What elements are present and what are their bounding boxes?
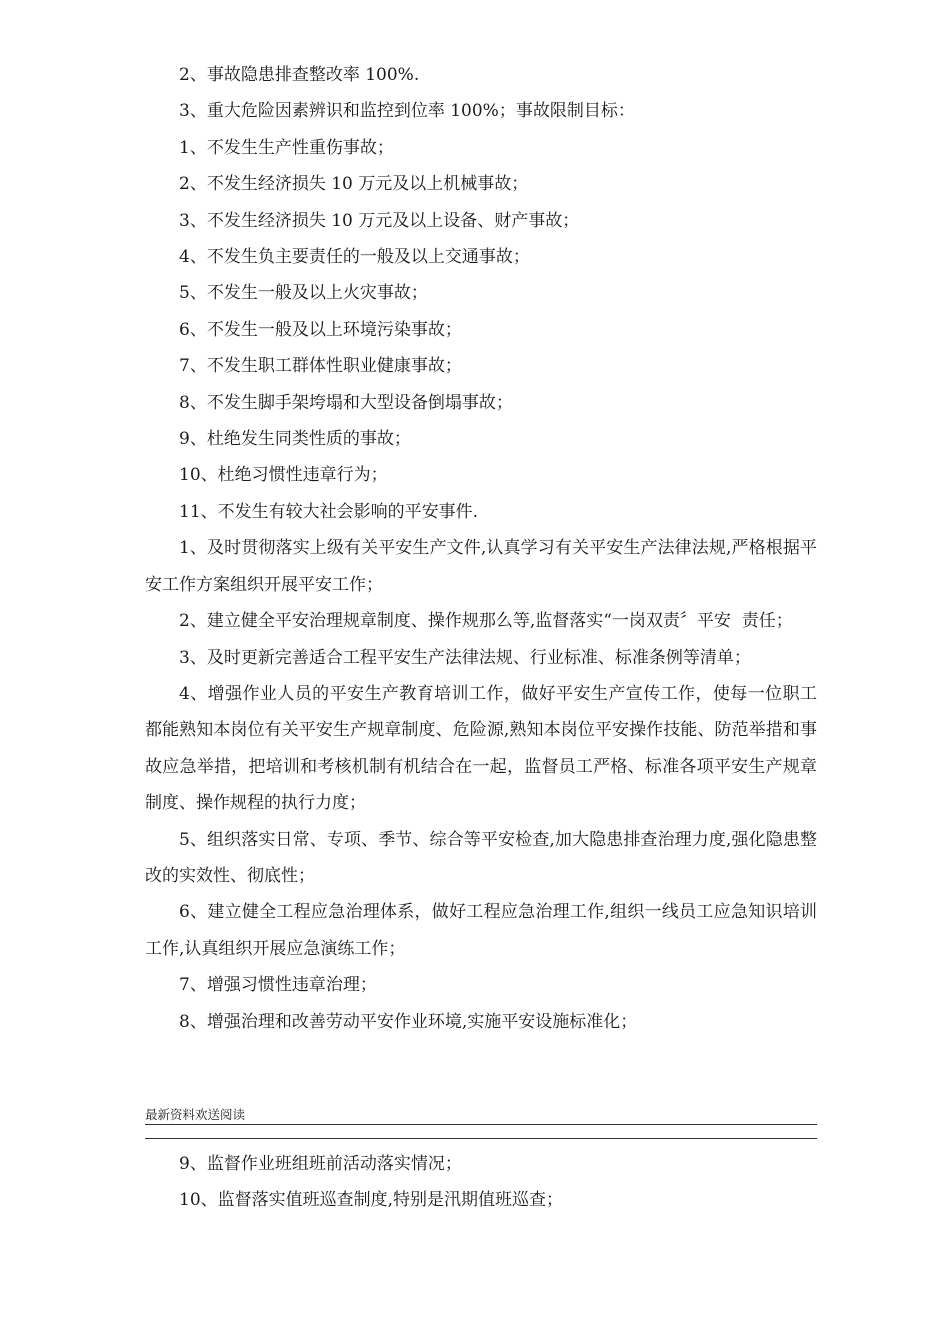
paragraph: 11、不发生有较大社会影响的平安事件. xyxy=(179,501,479,522)
paragraph: 3、不发生经济损失 10 万元及以上设备、财产事故； xyxy=(179,210,580,231)
paragraph: 6、建立健全工程应急治理体系，做好工程应急治理工作,组织一线员工应急知识培训工作,认真组织开展应急演练工作； xyxy=(145,902,817,959)
paragraph: 8、不发生脚手架垮塌和大型设备倒塌事故； xyxy=(179,392,513,413)
paragraph: 2、不发生经济损失 10 万元及以上机械事故； xyxy=(179,174,529,195)
paragraph: 1、及时贯彻落实上级有关平安生产文件,认真学习有关平安生产法律法规,严格根据平安工作方案组织开展平安工作； xyxy=(145,538,817,595)
paragraph: 3、及时更新完善适合工程平安生产法律法规、行业标准、标准条例等清单； xyxy=(179,647,751,668)
paragraph: 1、不发生生产性重伤事故； xyxy=(179,137,394,158)
paragraph: 7、不发生职工群体性职业健康事故； xyxy=(179,356,462,377)
paragraph: 10、监督落实值班巡查制度,特别是汛期值班巡查； xyxy=(179,1190,564,1211)
paragraph: 8、增强治理和改善劳动平安作业环境,实施平安设施标准化； xyxy=(179,1011,638,1032)
paragraph: 3、重大危险因素辨识和监控到位率 100%；事故限制目标： xyxy=(179,101,635,122)
paragraph: 9、杜绝发生同类性质的事故； xyxy=(179,429,411,450)
next-page-body xyxy=(145,1146,817,1219)
footer-divider xyxy=(145,1124,817,1125)
paragraph: 9、监督作业班组班前活动落实情况； xyxy=(179,1154,462,1174)
paragraph: 4、不发生负主要责任的一般及以上交通事故； xyxy=(179,247,530,268)
page-footer xyxy=(145,1106,817,1125)
paragraph: 5、不发生一般及以上火灾事故； xyxy=(179,283,428,304)
document-page-body xyxy=(145,57,817,1040)
paragraph: 2、事故隐患排查整改率 100%. xyxy=(179,65,420,85)
page-break-divider xyxy=(145,1138,817,1139)
paragraph: 2、建立健全平安治理规章制度、操作规那么等,监督落实“一岗双责〞平安 责任； xyxy=(179,611,793,632)
footer-note: 最新资料欢送阅读 xyxy=(145,1107,246,1122)
paragraph: 5、组织落实日常、专项、季节、综合等平安检查,加大隐患排查治理力度,强化隐患整改的实效性、彻底性； xyxy=(145,829,817,886)
paragraph: 6、不发生一般及以上环境污染事故； xyxy=(179,319,462,340)
paragraph: 4、增强作业人员的平安生产教育培训工作，做好平安生产宣传工作，使每一位职工都能熟知本岗位有关平安生产规章制度、危险源,熟知本岗位平安操作技能、防范举措和事故应急举措，把培训和考核机制有机结合在一起，监督员工严格、标准各项平安生产规章制度、操作规程的执行力度； xyxy=(145,683,817,814)
paragraph: 7、增强习惯性违章治理； xyxy=(179,975,377,996)
paragraph: 10、杜绝习惯性违章行为； xyxy=(179,465,388,486)
